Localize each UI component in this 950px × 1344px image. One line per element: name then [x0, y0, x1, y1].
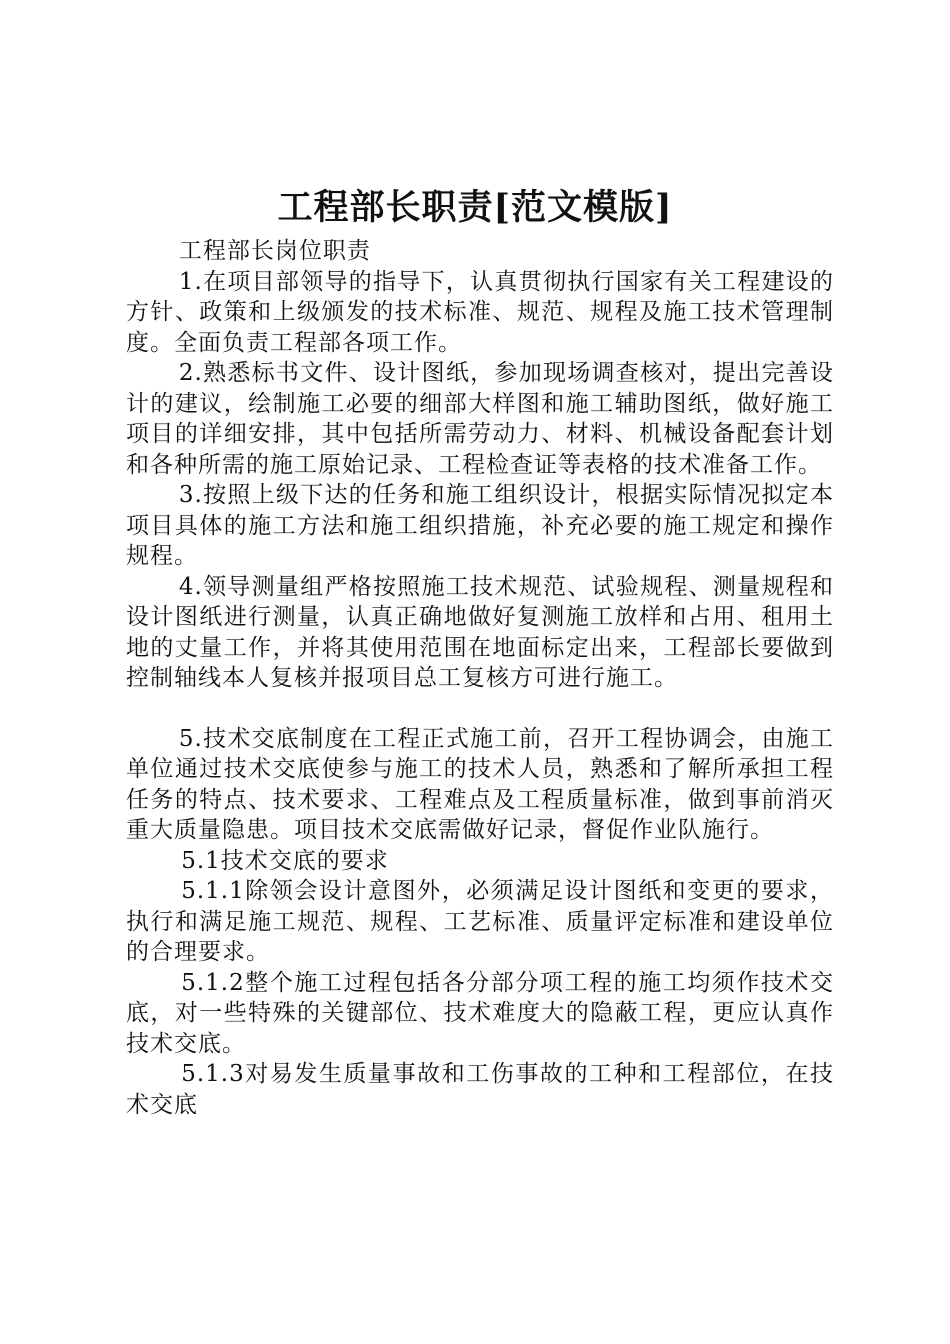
document-title: 工程部长职责[范文模版] — [277, 187, 673, 228]
paragraph-duty-3: 3.按照上级下达的任务和施工组织设计，根据实际情况拟定本项目具体的施工方法和施工组织措施，补充必要的施工规定和操作规程。 — [126, 482, 834, 569]
paragraph-5-1-3: 5.1.3对易发生质量事故和工伤事故的工种和工程部位，在技术交底 — [126, 1061, 834, 1118]
section-heading: 工程部长岗位职责 — [178, 238, 371, 264]
paragraph-5-1-1: 5.1.1除领会设计意图外，必须满足设计图纸和变更的要求，执行和满足施工规范、规程、工艺标准、质量评定标准和建设单位的合理要求。 — [126, 878, 834, 965]
paragraph-duty-1: 1.在项目部领导的指导下，认真贯彻执行国家有关工程建设的方针、政策和上级颁发的技术标准、规范、规程及施工技术管理制度。全面负责工程部各项工作。 — [126, 268, 834, 356]
paragraph-5-1-2: 5.1.2整个施工过程包括各分部分项工程的施工均须作技术交底，对一些特殊的关键部位、技术难度大的隐蔽工程，更应认真作技术交底。 — [126, 969, 834, 1057]
document-body — [126, 236, 834, 1120]
paragraph-duty-2: 2.熟悉标书文件、设计图纸，参加现场调查核对，提出完善设计的建议，绘制施工必要的细部大样图和施工辅助图纸，做好施工项目的详细安排，其中包括所需劳动力、材料、机械设备配套计划和各种所需的施工原始记录、工程检查证等表格的技术准备工作。 — [126, 360, 834, 478]
paragraph-duty-4: 4.领导测量组严格按照施工技术规范、试验规程、测量规程和设计图纸进行测量，认真正确地做好复测施工放样和占用、租用土地的丈量工作，并将其使用范围在地面标定出来，工程部长要做到控制轴线本人复核并报项目总工复核方可进行施工。 — [126, 573, 834, 691]
subheading-5-1: 5.1技术交底的要求 — [181, 847, 389, 874]
paragraph-duty-5: 5.技术交底制度在工程正式施工前，召开工程协调会，由施工单位通过技术交底使参与施工的技术人员，熟悉和了解所承担工程任务的特点、技术要求、工程难点及工程质量标准，做到事前消灭重大质量隐患。项目技术交底需做好记录，督促作业队施行。 — [126, 725, 834, 843]
